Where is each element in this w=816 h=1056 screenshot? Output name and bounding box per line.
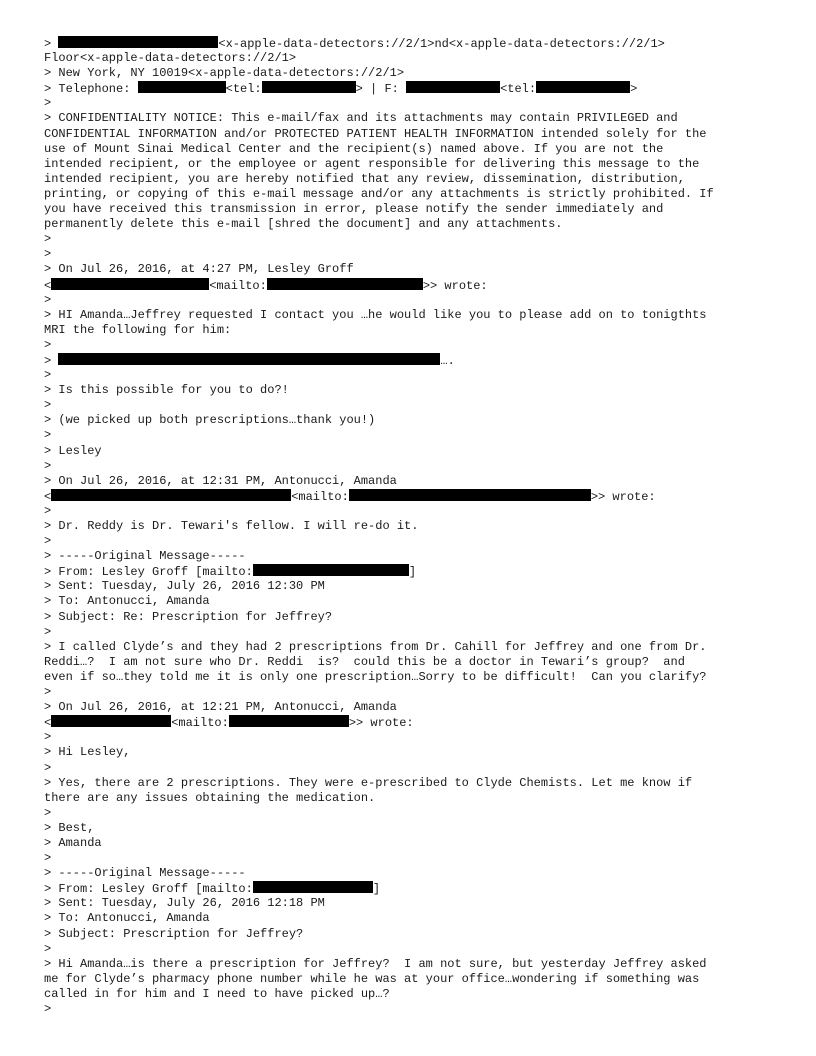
line-text: <mailto: xyxy=(209,278,267,293)
document-line xyxy=(44,142,784,157)
line-text: me for Clyde’s pharmacy phone number while he was at your office…wondering if something was xyxy=(44,971,700,986)
line-text: > CONFIDENTIALITY NOTICE: This e-mail/fax and its attachments may contain PRIVILEGED and xyxy=(44,111,678,126)
redaction-bar xyxy=(406,81,500,93)
line-text: > xyxy=(44,534,52,549)
line-text: <mailto: xyxy=(171,716,229,731)
line-text: > xyxy=(44,232,52,247)
document-line xyxy=(44,730,784,745)
line-text: > Subject: Prescription for Jeffrey? xyxy=(44,926,304,941)
line-text: > xyxy=(44,503,52,518)
line-text: use of Mount Sinai Medical Center and the recipient(s) named above. If you are not the xyxy=(44,141,664,156)
document-line xyxy=(44,685,784,700)
line-text: >> wrote: xyxy=(348,716,414,731)
line-text: > Dr. Reddy is Dr. Tewari's fellow. I will re-do it. xyxy=(44,519,419,533)
document-line xyxy=(44,806,784,821)
document-line xyxy=(44,383,784,398)
line-text: > Sent: Tuesday, July 26, 2016 12:30 PM xyxy=(44,579,325,594)
line-text: ] xyxy=(372,882,381,897)
document-line xyxy=(44,338,784,353)
line-text: MRI the following for him: xyxy=(44,322,232,337)
line-text: > From: Lesley Groff [mailto: xyxy=(44,565,253,580)
document-line xyxy=(44,579,784,594)
document-line xyxy=(44,655,784,670)
line-text: > xyxy=(44,851,52,866)
document-line xyxy=(44,96,784,111)
document-line xyxy=(44,549,784,564)
document-line xyxy=(44,640,784,655)
line-text: > Yes, there are 2 prescriptions. They were e-prescribed to Clyde Chemists. Let me know if xyxy=(44,775,693,790)
document-line: > <x-apple-data-detectors://2/1>nd<x-apple-data-detectors://2/1> xyxy=(44,37,665,51)
document-line xyxy=(44,51,784,66)
redaction-bar xyxy=(51,715,171,727)
document-line xyxy=(44,564,784,579)
line-text: > New York, NY 10019<x-apple-data-detectors://2/1> xyxy=(44,66,405,81)
line-text: > Best, xyxy=(44,820,95,835)
document-line xyxy=(44,489,784,504)
line-text: > Is this possible for you to do?! xyxy=(44,383,289,398)
email-thread-document xyxy=(44,36,784,1017)
document-line xyxy=(44,896,784,911)
line-text: > Hi Amanda…is there a prescription for Jeffrey? I am not sure, but yesterday Jeffrey asked xyxy=(44,956,707,971)
line-text: > xyxy=(630,82,638,97)
line-text: > xyxy=(44,941,52,956)
document-line xyxy=(44,745,784,760)
document-line xyxy=(44,187,784,202)
document-line xyxy=(44,172,784,187)
document-line xyxy=(44,66,784,81)
document-line xyxy=(44,459,784,474)
document-line xyxy=(44,610,784,625)
document-line xyxy=(44,670,784,685)
document-line xyxy=(44,232,784,247)
line-text: > On Jul 26, 2016, at 12:21 PM, Antonucci, Amanda xyxy=(44,700,397,715)
line-text: >> wrote: xyxy=(590,489,656,504)
document-line xyxy=(44,81,784,96)
document-line xyxy=(44,836,784,851)
line-text: > xyxy=(44,96,52,111)
line-text: even if so…they told me it is only one prescription…Sorry to be difficult! Can you clarify? xyxy=(44,669,707,684)
document-line xyxy=(44,791,784,806)
document-line xyxy=(44,987,784,1002)
document-line xyxy=(44,247,784,262)
line-text: < xyxy=(44,278,52,293)
document-line xyxy=(44,881,784,896)
line-text: > Hi Lesley, xyxy=(44,745,131,760)
document-line xyxy=(44,625,784,640)
line-text: intended recipient, or the employee or agent responsible for delivering this message to the xyxy=(44,156,700,171)
document-line xyxy=(44,413,784,428)
line-text: > xyxy=(44,458,52,473)
line-text: there are any issues obtaining the medication. xyxy=(44,790,376,805)
document-line xyxy=(44,911,784,926)
document-line xyxy=(44,444,784,459)
document-line xyxy=(44,202,784,217)
redaction-bar xyxy=(58,36,218,48)
redaction-bar xyxy=(58,353,440,365)
redaction-bar xyxy=(253,564,409,576)
line-text: <x-apple-data-detectors://2/1>nd<x-apple-data-detectors://2/1> xyxy=(218,37,665,51)
line-text: > (we picked up both prescriptions…thank you!) xyxy=(44,413,376,428)
document-line xyxy=(44,308,784,323)
line-text: > Telephone: xyxy=(44,82,138,97)
redaction-bar xyxy=(51,278,209,290)
document-line xyxy=(44,1002,784,1017)
line-text: > From: Lesley Groff [mailto: xyxy=(44,882,253,897)
redaction-bar xyxy=(262,81,356,93)
document-line xyxy=(44,428,784,443)
document-line xyxy=(44,715,784,730)
line-text: > xyxy=(44,398,52,413)
document-line xyxy=(44,927,784,942)
document-line xyxy=(44,127,784,142)
line-text: > I called Clyde’s and they had 2 prescriptions from Dr. Cahill for Jeffrey and one from Dr. xyxy=(44,639,707,654)
document-line xyxy=(44,262,784,277)
line-text: > On Jul 26, 2016, at 4:27 PM, Lesley Groff xyxy=(44,262,354,277)
line-text: > xyxy=(44,760,52,775)
document-line xyxy=(44,821,784,836)
document-line xyxy=(44,278,784,293)
line-text: intended recipient, you are hereby notified that any review, dissemination, distribution, xyxy=(44,171,685,186)
document-line xyxy=(44,157,784,172)
redaction-bar xyxy=(349,489,591,501)
line-text: Reddi…? I am not sure who Dr. Reddi is? could this be a doctor in Tewari’s group? and xyxy=(44,654,685,669)
redaction-bar xyxy=(51,489,291,501)
line-text: <tel: xyxy=(225,82,262,97)
document-line xyxy=(44,368,784,383)
line-text: > On Jul 26, 2016, at 12:31 PM, Antonucci, Amanda xyxy=(44,473,397,488)
document-line xyxy=(44,761,784,776)
line-text: > xyxy=(44,353,59,368)
document-line xyxy=(44,398,784,413)
line-text: printing, or copying of this e-mail message and/or any attachments is strictly prohibited. If xyxy=(44,186,714,201)
document-line xyxy=(44,594,784,609)
line-text: < xyxy=(44,489,52,504)
line-text: …. xyxy=(440,353,455,368)
document-line xyxy=(44,504,784,519)
document-line xyxy=(44,972,784,987)
document-line xyxy=(44,700,784,715)
line-text: > Lesley xyxy=(44,443,102,458)
line-text: > xyxy=(44,730,52,745)
line-text: > xyxy=(44,337,52,352)
document-line xyxy=(44,866,784,881)
document-line xyxy=(44,776,784,791)
line-text: called in for him and I need to have picked up…? xyxy=(44,986,390,1001)
line-text: >> wrote: xyxy=(422,278,488,293)
line-text: > xyxy=(44,428,52,443)
document-line xyxy=(44,957,784,972)
document-line xyxy=(44,942,784,957)
redaction-bar xyxy=(138,81,226,93)
redaction-bar xyxy=(253,881,373,893)
line-text: Floor<x-apple-data-detectors://2/1> xyxy=(44,51,297,66)
line-text: > HI Amanda…Jeffrey requested I contact you …he would like you to please add on to tonigthts xyxy=(44,307,707,322)
line-text: > xyxy=(44,1002,52,1016)
document-line xyxy=(44,353,784,368)
line-text: > xyxy=(44,247,52,262)
line-text: > To: Antonucci, Amanda xyxy=(44,911,210,926)
line-text: > -----Original Message----- xyxy=(44,866,246,881)
line-text: CONFIDENTIAL INFORMATION and/or PROTECTED PATIENT HEALTH INFORMATION intended solely for the xyxy=(44,126,707,141)
line-text: > xyxy=(44,805,52,820)
line-text: < xyxy=(44,716,52,731)
document-line xyxy=(44,474,784,489)
line-text: > xyxy=(44,368,52,383)
document-line xyxy=(44,111,784,126)
line-text: > | F: xyxy=(355,82,407,97)
document-line xyxy=(44,217,784,232)
redaction-bar xyxy=(229,715,349,727)
document-line xyxy=(44,519,784,534)
line-text: > xyxy=(44,292,52,307)
line-text: you have received this transmission in error, please notify the sender immediately and xyxy=(44,202,664,217)
line-text: > Sent: Tuesday, July 26, 2016 12:18 PM xyxy=(44,896,325,911)
line-text: <tel: xyxy=(500,82,537,97)
redaction-bar xyxy=(536,81,630,93)
document-line xyxy=(44,534,784,549)
line-text: ] xyxy=(408,565,417,580)
line-text: > To: Antonucci, Amanda xyxy=(44,594,210,609)
line-text: > Amanda xyxy=(44,835,102,850)
document-line xyxy=(44,293,784,308)
document-line xyxy=(44,323,784,338)
line-text: <mailto: xyxy=(291,489,349,504)
line-text: > xyxy=(44,685,52,700)
line-text: > Subject: Re: Prescription for Jeffrey? xyxy=(44,609,333,624)
document-line xyxy=(44,851,784,866)
line-text: permanently delete this e-mail [shred the document] and any attachments. xyxy=(44,217,563,232)
line-text: > -----Original Message----- xyxy=(44,549,246,564)
line-text: > xyxy=(44,624,52,639)
redaction-bar xyxy=(267,278,423,290)
